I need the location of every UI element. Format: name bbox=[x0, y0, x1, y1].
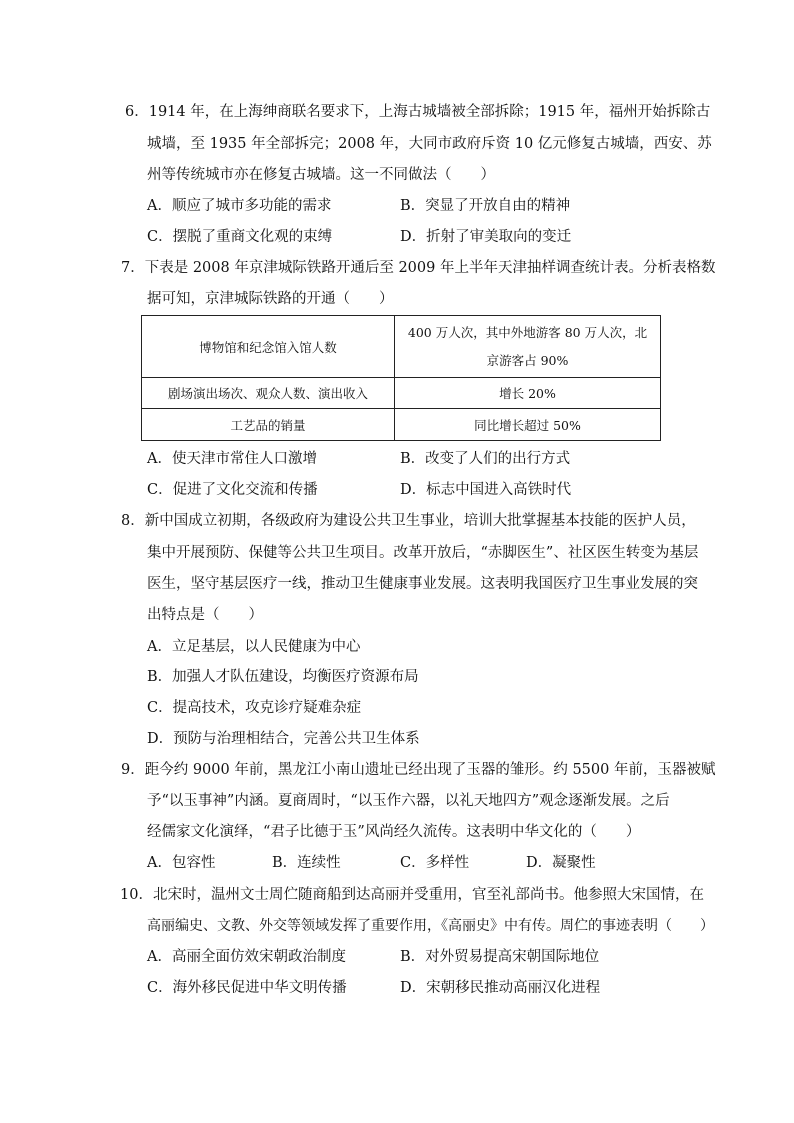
question-8-option-d[interactable]: D．预防与治理相结合，完善公共卫生体系 bbox=[147, 731, 420, 747]
question-9-line-1: 9．距今约 9000 年前，黑龙江小南山遗址已经出现了玉器的雏形。约 5500 年前，玉器被赋 bbox=[121, 762, 716, 778]
question-9-option-a[interactable]: A．包容性 bbox=[147, 855, 216, 871]
table-row bbox=[142, 378, 661, 409]
question-7-line-2: 据可知，京津城际铁路的开通（ ） bbox=[147, 291, 394, 307]
question-8-line-1: 8．新中国成立初期，各级政府为建设公共卫生事业，培训大批掌握基本技能的医护人员， bbox=[121, 513, 696, 529]
question-10-line-2: 高丽编史、文教、外交等领域发挥了重要作用，《高丽史》中有传。周伫的事迹表明（ ） bbox=[147, 918, 714, 934]
question-6-option-c[interactable]: C．摆脱了重商文化观的束缚 bbox=[147, 229, 333, 245]
question-9-line-2: 予“以玉事神”内涵。夏商周时，“以玉作六器，以礼天地四方”观念逐渐发展。之后 bbox=[147, 793, 670, 809]
question-8-line-4: 出特点是（ ） bbox=[147, 607, 263, 623]
question-10-option-d[interactable]: D．宋朝移民推动高丽汉化进程 bbox=[400, 980, 601, 996]
table-cell-label: 工艺品的销量 bbox=[142, 409, 395, 441]
question-8-line-3: 医生，坚守基层医疗一线，推动卫生健康事业发展。这表明我国医疗卫生事业发展的突 bbox=[147, 576, 698, 592]
table-row bbox=[142, 316, 661, 378]
table-cell-value: 同比增长超过 50% bbox=[395, 409, 661, 441]
table-cell-value-line: 400 万人次，其中外地游客 80 万人次，北 bbox=[407, 324, 648, 340]
question-6-line-1: 6．1914 年，在上海绅商联名要求下，上海古城墙被全部拆除；1915 年，福州开始拆除古 bbox=[125, 104, 711, 120]
table-cell-value bbox=[395, 316, 661, 378]
question-10-option-c[interactable]: C．海外移民促进中华文明传播 bbox=[147, 980, 347, 996]
question-10-option-b[interactable]: B．对外贸易提高宋朝国际地位 bbox=[400, 949, 600, 965]
question-6-line-3: 州等传统城市亦在修复古城墙。这一不同做法（ ） bbox=[147, 167, 495, 183]
question-9-option-c[interactable]: C．多样性 bbox=[400, 855, 470, 871]
table-cell-value-line: 京游客占 90% bbox=[486, 352, 569, 368]
question-6-line-2: 城墙，至 1935 年全部拆完；2008 年，大同市政府斥资 10 亿元修复古城墙，西安、苏 bbox=[147, 136, 712, 152]
table-row bbox=[142, 409, 661, 441]
table-cell-label: 博物馆和纪念馆入馆人数 bbox=[142, 316, 395, 378]
question-9-option-b[interactable]: B．连续性 bbox=[272, 855, 341, 871]
question-7-option-b[interactable]: B．改变了人们的出行方式 bbox=[400, 451, 571, 467]
question-9-option-d[interactable]: D．凝聚性 bbox=[526, 855, 596, 871]
question-7-option-d[interactable]: D．标志中国进入高铁时代 bbox=[400, 482, 572, 498]
question-7-option-c[interactable]: C．促进了文化交流和传播 bbox=[147, 482, 318, 498]
question-8-option-b[interactable]: B．加强人才队伍建设，均衡医疗资源布局 bbox=[147, 669, 419, 685]
question-6-option-d[interactable]: D．折射了审美取向的变迁 bbox=[400, 229, 572, 245]
question-8-option-a[interactable]: A．立足基层，以人民健康为中心 bbox=[147, 639, 361, 655]
table-cell-label: 剧场演出场次、观众人数、演出收入 bbox=[142, 378, 395, 409]
question-8-line-2: 集中开展预防、保健等公共卫生项目。改革开放后，“赤脚医生”、社区医生转变为基层 bbox=[147, 545, 699, 561]
table-cell-value: 增长 20% bbox=[395, 378, 661, 409]
question-7-line-1: 7．下表是 2008 年京津城际铁路开通后至 2009 年上半年天津抽样调查统计表。分析表格数 bbox=[121, 260, 716, 276]
question-7-option-a[interactable]: A．使天津市常住人口激增 bbox=[147, 451, 317, 467]
question-10-option-a[interactable]: A．高丽全面仿效宋朝政治制度 bbox=[147, 949, 346, 965]
statistics-table bbox=[141, 315, 661, 441]
question-9-line-3: 经儒家文化演绎，“君子比德于玉”风尚经久流传。这表明中华文化的（ ） bbox=[147, 824, 641, 840]
question-6-option-b[interactable]: B．突显了开放自由的精神 bbox=[400, 198, 571, 214]
question-10-line-1: 10．北宋时，温州文士周伫随商船到达高丽并受重用，官至礼部尚书。他参照大宋国情，在 bbox=[120, 887, 704, 903]
question-6-option-a[interactable]: A．顺应了城市多功能的需求 bbox=[147, 198, 332, 214]
question-8-option-c[interactable]: C．提高技术，攻克诊疗疑难杂症 bbox=[147, 700, 362, 716]
